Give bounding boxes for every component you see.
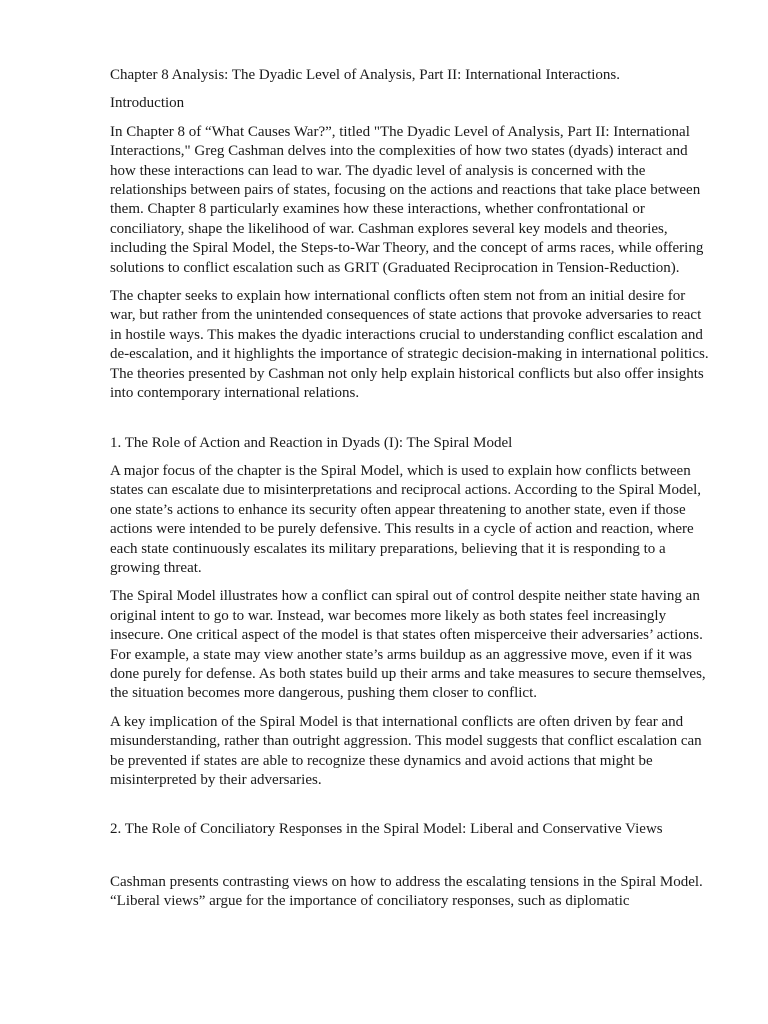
section-1-paragraph-1: A major focus of the chapter is the Spiral Model, which is used to explain how conflicts between states can escalate due to misinterpretations and reciprocal actions. According to the Spiral Model, one state’s actions to enhance its security often appear threatening to another state, even if those actions were intended to be purely defensive. This results in a cycle of action and reaction, where each state continuously escalates its military preparations, believing that it is responding to a growing threat. [110, 462, 702, 576]
introduction-heading: Introduction [110, 95, 185, 112]
document-title: Chapter 8 Analysis: The Dyadic Level of Analysis, Part II: International Interactions. [110, 67, 621, 83]
document-page [110, 66, 712, 921]
intro-paragraph-2: The chapter seeks to explain how international conflicts often stem not from an initial desire for war, but rather from the unintended consequences of state actions that provoke adversaries to react in hostile ways. This makes the dyadic interactions crucial to understanding conflict escalation and de-escalation, and it highlights the importance of strategic decision-making in international politics. The theories presented by Cashman not only help explain historical conflicts but also offer insights into contemporary international relations. [110, 288, 709, 402]
section-1-paragraph-2: The Spiral Model illustrates how a conflict can spiral out of control despite neither state having an original intent to go to war. Instead, war becomes more likely as both states feel increasingly insecure. One critical aspect of the model is that states often misperceive their adversaries’ actions. For example, a state may view another state’s arms buildup as an aggressive move, even if it was done purely for defense. As both states build up their arms and take measures to secure themselves, the situation becomes more dangerous, pushing them closer to conflict. [110, 588, 706, 702]
section-2-heading: 2. The Role of Conciliatory Responses in the Spiral Model: Liberal and Conservative Views [110, 821, 663, 838]
section-2-paragraph-1: Cashman presents contrasting views on how to address the escalating tensions in the Spiral Model. “Liberal views” argue for the importance of conciliatory responses, such as diplomatic [110, 873, 703, 910]
section-1-heading: 1. The Role of Action and Reaction in Dyads (I): The Spiral Model [110, 434, 513, 451]
intro-paragraph-1: In Chapter 8 of “What Causes War?”, titled "The Dyadic Level of Analysis, Part II: International Interactions," Greg Cashman delves into the complexities of how two states (dyads) interact and how these interactions can lead to war. The dyadic level of analysis is concerned with the relationships between pairs of states, focusing on the actions and reactions that take place between them. Chapter 8 particularly examines how these interactions, whether confrontational or conciliatory, shape the likelihood of war. Cashman explores several key models and theories, including the Spiral Model, the Steps-to-War Theory, and the concept of arms races, while offering solutions to conflict escalation such as GRIT (Graduated Reciprocation in Tension-Reduction). [110, 123, 704, 276]
section-1-paragraph-3: A key implication of the Spiral Model is that international conflicts are often driven by fear and misunderstanding, rather than outright aggression. This model suggests that conflict escalation can be prevented if states are able to recognize these dynamics and avoid actions that might be misinterpreted by their adversaries. [110, 713, 702, 788]
